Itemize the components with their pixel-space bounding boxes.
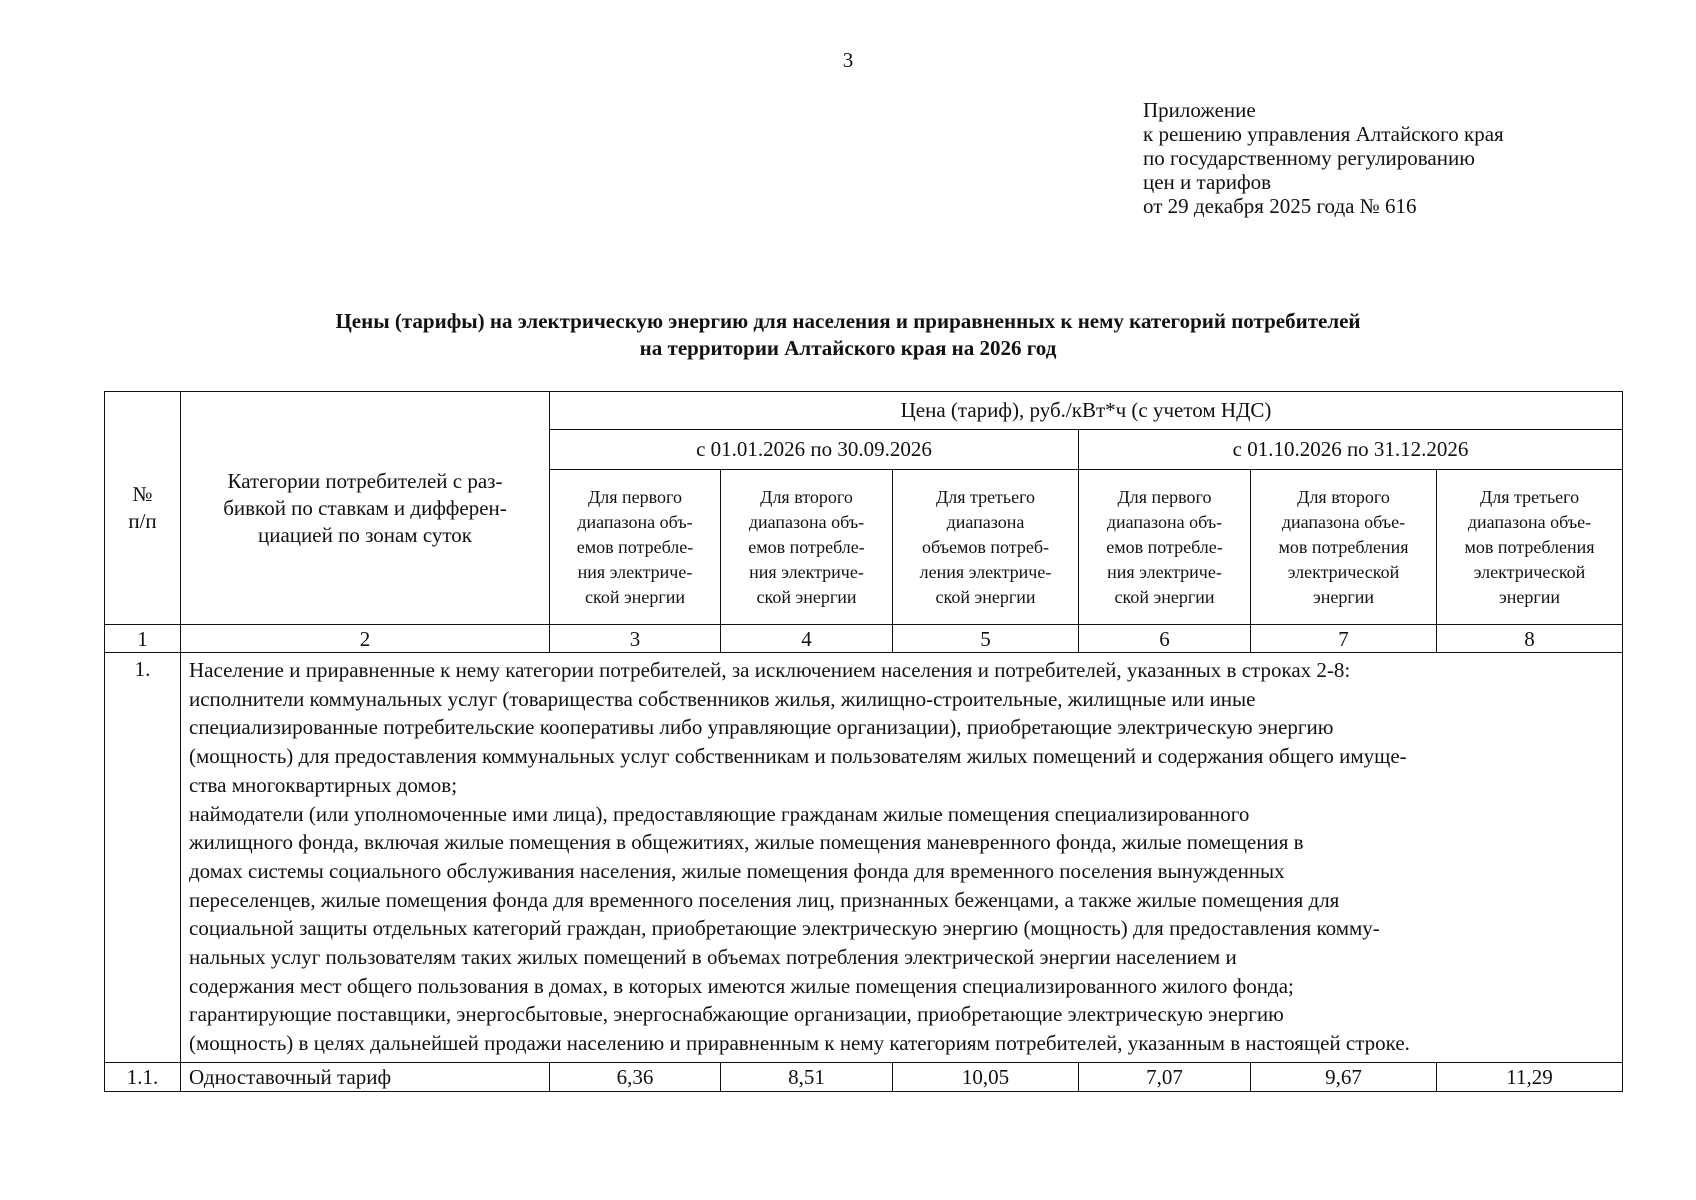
- document-title: [0, 308, 1696, 362]
- header-line: ской энергии: [756, 586, 857, 607]
- description-line: специализированные потребительские кооперативы либо управляющие организации), приобретающие электрическую энергию: [189, 715, 1334, 740]
- header-range-3-period-2: [1437, 470, 1623, 625]
- header-line: Для второго: [1297, 486, 1390, 507]
- header-line: Для первого: [1117, 486, 1212, 507]
- description-line: гарантирующие поставщики, энергосбытовые, энергоснабжающие организации, приобретающие электрическую энергию: [189, 1002, 1284, 1027]
- header-line: объемов потреб-: [921, 536, 1050, 557]
- description-line: Население и приравненные к нему категории потребителей, за исключением населения и потребителей, указанных в строках 2-8:: [189, 658, 1351, 682]
- description-line: жилищного фонда, включая жилые помещения в общежитиях, жилые помещения маневренного фонда, жилые помещения в: [189, 830, 1304, 855]
- header-line: диапазона объ-: [1106, 511, 1223, 532]
- header-line: диапазона объе-: [1467, 511, 1592, 532]
- description-line: нальных услуг пользователям таких жилых помещений в объемах потребления электрической энергии населением и: [189, 945, 1237, 970]
- header-line: ния электриче-: [1107, 561, 1222, 582]
- tariff-value: 7,07: [1079, 1062, 1251, 1091]
- header-line: ской энергии: [935, 586, 1036, 607]
- tariff-table: [104, 391, 1623, 1092]
- header-row-number: [105, 392, 181, 625]
- header-line: мов потребления: [1278, 536, 1409, 557]
- header-range-3-period-1: [893, 470, 1079, 625]
- column-number: 4: [721, 625, 893, 653]
- appendix-line: Приложение: [1143, 98, 1256, 122]
- table-row-1: [105, 653, 1623, 1063]
- description-line: переселенцев, жилые помещения фонда для временного поселения лиц, признанных беженцами, а также жилые помещения для: [189, 887, 1340, 912]
- row-label: Одноставочный тариф: [181, 1062, 550, 1091]
- description-line: наймодатели (или уполномоченные ими лица), предоставляющие гражданам жилые помещения специализированного: [189, 801, 1250, 826]
- row-number: 1.1.: [105, 1062, 181, 1091]
- row-description: [181, 653, 1623, 1063]
- header-line: диапазона объ-: [577, 511, 693, 532]
- column-number: 6: [1079, 625, 1251, 653]
- description-line: домах системы социального обслуживания населения, жилые помещения фонда для временного поселения вынужденных: [189, 858, 1285, 883]
- title-line: на территории Алтайского края на 2026 год: [639, 336, 1057, 360]
- row-number: 1.: [105, 653, 181, 1063]
- table-row-1-1: [105, 1062, 1623, 1091]
- header-line: Для первого: [588, 486, 682, 507]
- appendix-line: к решению управления Алтайского края: [1143, 122, 1504, 146]
- header-category-line: циацией по зонам суток: [258, 522, 472, 547]
- appendix-line: по государственному регулированию: [1143, 146, 1475, 170]
- header-line: электрической: [1287, 561, 1400, 582]
- column-number: 7: [1251, 625, 1437, 653]
- header-range-1-period-1: [550, 470, 721, 625]
- tariff-value: 10,05: [893, 1062, 1079, 1091]
- header-line: Для третьего: [935, 486, 1036, 507]
- column-number: 8: [1437, 625, 1623, 653]
- appendix-note: [1143, 98, 1504, 218]
- header-line: ления электриче-: [919, 561, 1052, 582]
- header-row-number-line: №: [132, 482, 153, 506]
- header-range-2-period-1: [721, 470, 893, 625]
- header-line: диапазона: [946, 511, 1025, 532]
- tariff-value: 8,51: [721, 1062, 893, 1091]
- header-period-2: с 01.10.2026 по 31.12.2026: [1079, 430, 1623, 470]
- description-line: ства многоквартирных домов;: [189, 772, 458, 797]
- column-number: 5: [893, 625, 1079, 653]
- description-line: социальной защиты отдельных категорий граждан, приобретающие электрическую энергию (мощность) для предоставления комму-: [189, 916, 1380, 941]
- header-line: ской энергии: [1114, 586, 1215, 607]
- header-line: Для второго: [760, 486, 853, 507]
- header-period-1: с 01.01.2026 по 30.09.2026: [550, 430, 1079, 470]
- header-line: энергии: [1313, 586, 1374, 607]
- header-line: емов потребле-: [748, 536, 865, 557]
- tariff-value: 6,36: [550, 1062, 721, 1091]
- header-category-line: Категории потребителей с раз-: [227, 468, 503, 493]
- tariff-value: 9,67: [1251, 1062, 1437, 1091]
- header-line: емов потребле-: [1106, 536, 1223, 557]
- appendix-line: от 29 декабря 2025 года № 616: [1143, 194, 1417, 218]
- header-category-line: бивкой по ставкам и дифферен-: [223, 495, 507, 520]
- header-category: [181, 392, 550, 625]
- title-line: Цены (тарифы) на электрическую энергию для населения и приравненных к нему категорий потребителей: [335, 309, 1361, 333]
- header-range-1-period-2: [1079, 470, 1251, 625]
- appendix-line: цен и тарифов: [1143, 170, 1272, 194]
- header-price: Цена (тариф), руб./кВт*ч (с учетом НДС): [550, 392, 1623, 430]
- header-line: электрической: [1473, 561, 1586, 582]
- header-line: диапазона объ-: [748, 511, 865, 532]
- column-number: 2: [181, 625, 550, 653]
- column-number: 1: [105, 625, 181, 653]
- description-line: (мощность) в целях дальнейшей продажи населению и приравненным к нему категориям потребителей, указанным в настоящей строке.: [189, 1031, 1410, 1056]
- page-number: 3: [842, 48, 854, 72]
- header-line: ния электриче-: [577, 561, 693, 582]
- header-line: мов потребления: [1464, 536, 1595, 557]
- description-line: содержания мест общего пользования в домах, в которых имеются жилые помещения специализированного жилого фонда;: [189, 973, 1294, 998]
- tariff-value: 11,29: [1437, 1062, 1623, 1091]
- description-line: (мощность) для предоставления коммунальных услуг собственникам и пользователям жилых помещений и содержания общего имуще-: [189, 744, 1407, 769]
- header-line: ния электриче-: [749, 561, 864, 582]
- column-number: 3: [550, 625, 721, 653]
- description-line: исполнители коммунальных услуг (товарищества собственников жилья, жилищно-строительные, жилищные или иные: [189, 686, 1256, 711]
- header-row-number-line: п/п: [128, 509, 157, 533]
- header-range-2-period-2: [1251, 470, 1437, 625]
- header-line: диапазона объе-: [1281, 511, 1406, 532]
- header-line: ской энергии: [585, 586, 685, 607]
- header-line: энергии: [1499, 586, 1561, 607]
- header-line: емов потребле-: [576, 536, 694, 557]
- header-line: Для третьего: [1479, 486, 1580, 507]
